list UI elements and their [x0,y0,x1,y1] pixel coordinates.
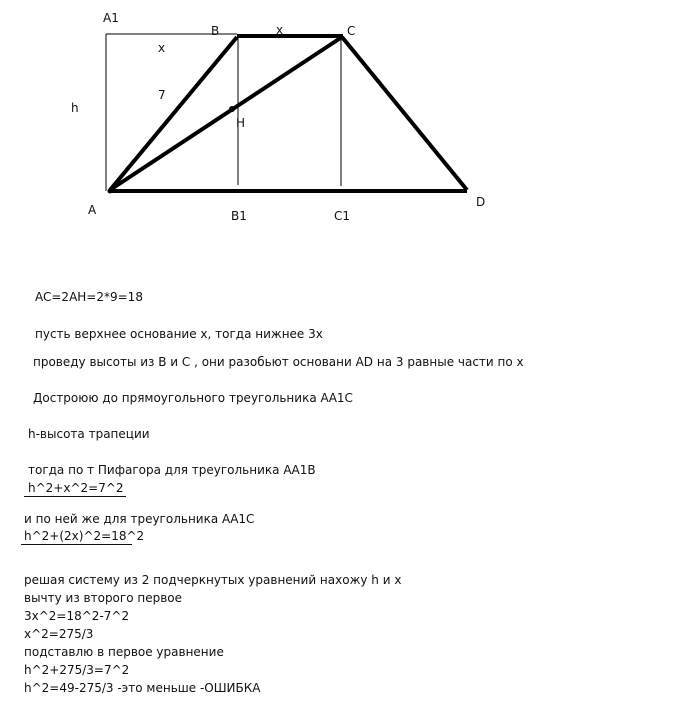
solution-line: подставлю в первое уравнение [24,645,224,659]
label-x-top: x [276,23,284,37]
label-b: B [211,24,220,38]
solution-line: тогда по т Пифагора для треугольника АА1В [28,463,316,477]
underline [21,544,132,545]
solution-line: h^2=49-275/3 -это меньше -ОШИБКА [24,681,261,695]
solution-line: проведу высоты из В и С , они разобьют основани AD на 3 равные части по х [33,355,524,369]
label-x-left: x [158,41,166,55]
point-a [108,189,113,194]
underline [24,496,126,497]
label-c1: C1 [334,209,351,223]
solution-line: решая систему из 2 подчеркнутых уравнений нахожу h и х [24,573,402,587]
label-point-h: H [236,116,246,130]
solution-line: вычту из второго первое [24,591,183,605]
solution-line: AC=2AH=2*9=18 [35,290,143,304]
diagonal-ac [110,37,342,190]
underlined-equation: h^2+x^2=7^2 [28,481,124,495]
solution-line: 3x^2=18^2-7^2 [24,609,130,623]
solution-line: пусть верхнее основание х, тогда нижнее 3х [35,327,323,341]
point-h [229,106,235,112]
solution-line: h-высота трапеции [28,427,150,441]
side-cd [342,37,467,190]
underlined-equation: h^2+(2x)^2=18^2 [24,529,145,543]
label-a: A [88,203,97,217]
solution-line: Достроюю до прямоугольного треугольника АА1С [33,391,353,405]
solution-line: x^2=275/3 [24,627,94,641]
label-h: h [71,101,79,115]
label-a1: A1 [103,11,119,25]
side-ab [110,37,237,190]
label-c: C [347,24,356,38]
label-b1: B1 [231,209,247,223]
label-seven: 7 [158,88,166,102]
solution-line: h^2+275/3=7^2 [24,663,130,677]
label-d: D [476,195,486,209]
solution-line: и по ней же для треугольника АА1С [24,512,255,526]
